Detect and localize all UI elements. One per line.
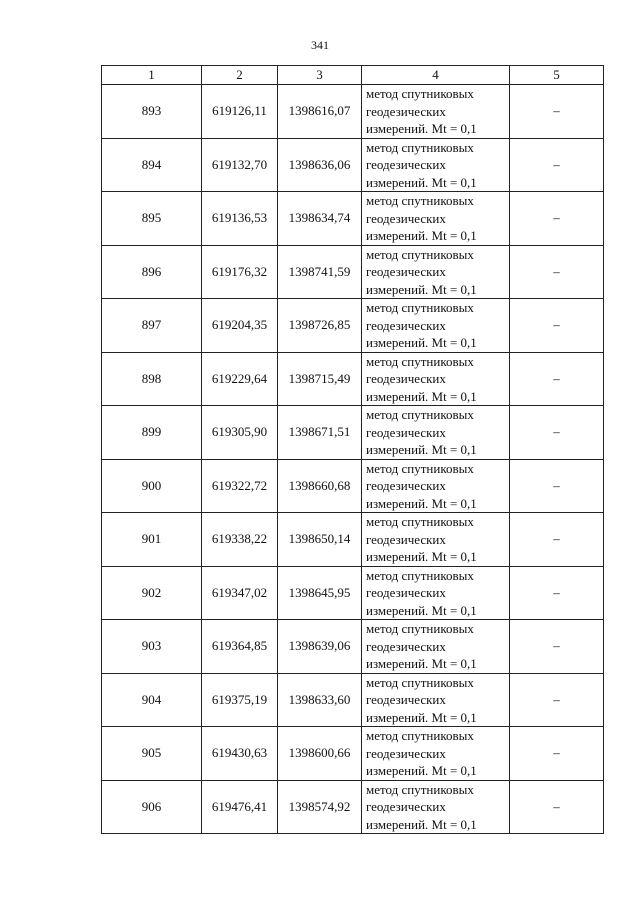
method-text-line: измерений. Mt = 0,1	[366, 495, 477, 511]
method-cell	[362, 780, 510, 834]
y-coordinate-cell: 1398650,14	[278, 513, 362, 567]
method-cell	[362, 406, 510, 460]
y-coordinate-cell: 1398645,95	[278, 566, 362, 620]
method-text-line: измерений. Mt = 0,1	[366, 335, 477, 350]
column-5-cell: –	[510, 566, 604, 620]
column-5-cell: –	[510, 245, 604, 299]
method-text-line: измерений. Mt = 0,1	[366, 281, 477, 297]
method-cell	[362, 299, 510, 353]
table-row	[102, 620, 604, 674]
method-text-line: метод спутниковых	[366, 621, 474, 636]
y-coordinate-cell: 1398660,68	[278, 459, 362, 513]
method-text-line: измерений. Mt = 0,1	[366, 121, 477, 136]
table-row	[102, 459, 604, 513]
table-row	[102, 406, 604, 460]
y-coordinate-cell: 1398741,59	[278, 245, 362, 299]
table-row	[102, 780, 604, 834]
point-number-cell: 896	[102, 245, 202, 299]
point-number-cell: 902	[102, 566, 202, 620]
table-header-row	[102, 66, 604, 85]
table-row	[102, 192, 604, 246]
column-5-cell: –	[510, 727, 604, 781]
table-row	[102, 299, 604, 353]
method-text-line: метод спутниковых	[366, 193, 474, 208]
column-5-cell: –	[510, 352, 604, 406]
point-number-cell: 905	[102, 727, 202, 781]
page-number: 341	[311, 38, 329, 52]
method-cell	[362, 459, 510, 513]
y-coordinate-cell: 1398726,85	[278, 299, 362, 353]
method-text-line: геодезических	[366, 103, 446, 119]
method-text-line: метод спутниковых	[366, 246, 474, 262]
method-text-line: метод спутниковых	[366, 353, 474, 369]
method-cell	[362, 245, 510, 299]
table-row	[102, 138, 604, 192]
point-number-cell: 895	[102, 192, 202, 246]
point-number-cell: 899	[102, 406, 202, 460]
method-cell	[362, 192, 510, 246]
coordinates-table	[101, 65, 604, 834]
method-text-line: геодезических	[366, 745, 446, 761]
column-5-cell: –	[510, 620, 604, 674]
point-number-cell: 893	[102, 85, 202, 139]
method-text-line: метод спутниковых	[366, 300, 474, 315]
method-text-line: метод спутниковых	[366, 460, 474, 476]
point-number-cell: 904	[102, 673, 202, 727]
method-text-line: геодезических	[366, 799, 446, 814]
table-row	[102, 566, 604, 620]
column-5-cell: –	[510, 459, 604, 513]
x-coordinate-cell: 619305,90	[202, 406, 278, 460]
point-number-cell: 898	[102, 352, 202, 406]
column-header-1: 1	[102, 66, 202, 85]
x-coordinate-cell: 619229,64	[202, 352, 278, 406]
y-coordinate-cell: 1398634,74	[278, 192, 362, 246]
table-row	[102, 352, 604, 406]
method-text-line: метод спутниковых	[366, 567, 474, 583]
method-text-line: измерений. Mt = 0,1	[366, 602, 477, 618]
y-coordinate-cell: 1398600,66	[278, 727, 362, 781]
method-text-line: метод спутниковых	[366, 781, 474, 797]
y-coordinate-cell: 1398574,92	[278, 780, 362, 834]
table-row	[102, 245, 604, 299]
y-coordinate-cell: 1398633,60	[278, 673, 362, 727]
column-5-cell: –	[510, 513, 604, 567]
point-number-cell: 906	[102, 780, 202, 834]
method-text-line: метод спутниковых	[366, 674, 474, 690]
method-text-line: измерений. Mt = 0,1	[366, 816, 477, 832]
method-text-line: метод спутниковых	[366, 407, 474, 422]
method-cell	[362, 727, 510, 781]
method-text-line: метод спутниковых	[366, 514, 474, 529]
method-cell	[362, 673, 510, 727]
method-text-line: измерений. Mt = 0,1	[366, 656, 477, 671]
method-text-line: измерений. Mt = 0,1	[366, 228, 477, 243]
point-number-cell: 900	[102, 459, 202, 513]
x-coordinate-cell: 619176,32	[202, 245, 278, 299]
column-header-4: 4	[362, 66, 510, 85]
column-5-cell: –	[510, 85, 604, 139]
x-coordinate-cell: 619204,35	[202, 299, 278, 353]
method-text-line: измерений. Mt = 0,1	[366, 763, 477, 778]
x-coordinate-cell: 619338,22	[202, 513, 278, 567]
x-coordinate-cell: 619430,63	[202, 727, 278, 781]
table-row	[102, 673, 604, 727]
method-text-line: измерений. Mt = 0,1	[366, 549, 477, 564]
method-cell	[362, 85, 510, 139]
method-text-line: геодезических	[366, 317, 446, 333]
point-number-cell: 903	[102, 620, 202, 674]
column-header-5: 5	[510, 66, 604, 85]
method-cell	[362, 620, 510, 674]
table-row	[102, 513, 604, 567]
column-5-cell: –	[510, 406, 604, 460]
y-coordinate-cell: 1398616,07	[278, 85, 362, 139]
method-text-line: геодезических	[366, 371, 446, 386]
method-text-line: измерений. Mt = 0,1	[366, 709, 477, 725]
method-text-line: геодезических	[366, 264, 446, 279]
method-cell	[362, 352, 510, 406]
method-text-line: геодезических	[366, 585, 446, 600]
table-row	[102, 727, 604, 781]
y-coordinate-cell: 1398636,06	[278, 138, 362, 192]
y-coordinate-cell: 1398639,06	[278, 620, 362, 674]
method-cell	[362, 513, 510, 567]
y-coordinate-cell: 1398671,51	[278, 406, 362, 460]
x-coordinate-cell: 619126,11	[202, 85, 278, 139]
table-row	[102, 85, 604, 139]
method-text-line: измерений. Mt = 0,1	[366, 174, 477, 190]
column-5-cell: –	[510, 192, 604, 246]
column-header-3: 3	[278, 66, 362, 85]
x-coordinate-cell: 619322,72	[202, 459, 278, 513]
column-5-cell: –	[510, 673, 604, 727]
method-text-line: геодезических	[366, 692, 446, 707]
method-text-line: измерений. Mt = 0,1	[366, 442, 477, 457]
method-text-line: геодезических	[366, 531, 446, 547]
method-text-line: геодезических	[366, 210, 446, 226]
point-number-cell: 897	[102, 299, 202, 353]
method-text-line: метод спутниковых	[366, 139, 474, 155]
method-text-line: метод спутниковых	[366, 728, 474, 743]
x-coordinate-cell: 619375,19	[202, 673, 278, 727]
method-cell	[362, 566, 510, 620]
x-coordinate-cell: 619132,70	[202, 138, 278, 192]
x-coordinate-cell: 619136,53	[202, 192, 278, 246]
method-text-line: метод спутниковых	[366, 86, 474, 101]
column-5-cell: –	[510, 780, 604, 834]
x-coordinate-cell: 619347,02	[202, 566, 278, 620]
column-header-2: 2	[202, 66, 278, 85]
x-coordinate-cell: 619364,85	[202, 620, 278, 674]
method-text-line: геодезических	[366, 157, 446, 172]
column-5-cell: –	[510, 299, 604, 353]
method-text-line: геодезических	[366, 478, 446, 493]
method-text-line: геодезических	[366, 638, 446, 654]
table-body	[102, 85, 604, 834]
x-coordinate-cell: 619476,41	[202, 780, 278, 834]
method-cell	[362, 138, 510, 192]
y-coordinate-cell: 1398715,49	[278, 352, 362, 406]
column-5-cell: –	[510, 138, 604, 192]
method-text-line: измерений. Mt = 0,1	[366, 388, 477, 404]
point-number-cell: 894	[102, 138, 202, 192]
method-text-line: геодезических	[366, 424, 446, 440]
point-number-cell: 901	[102, 513, 202, 567]
